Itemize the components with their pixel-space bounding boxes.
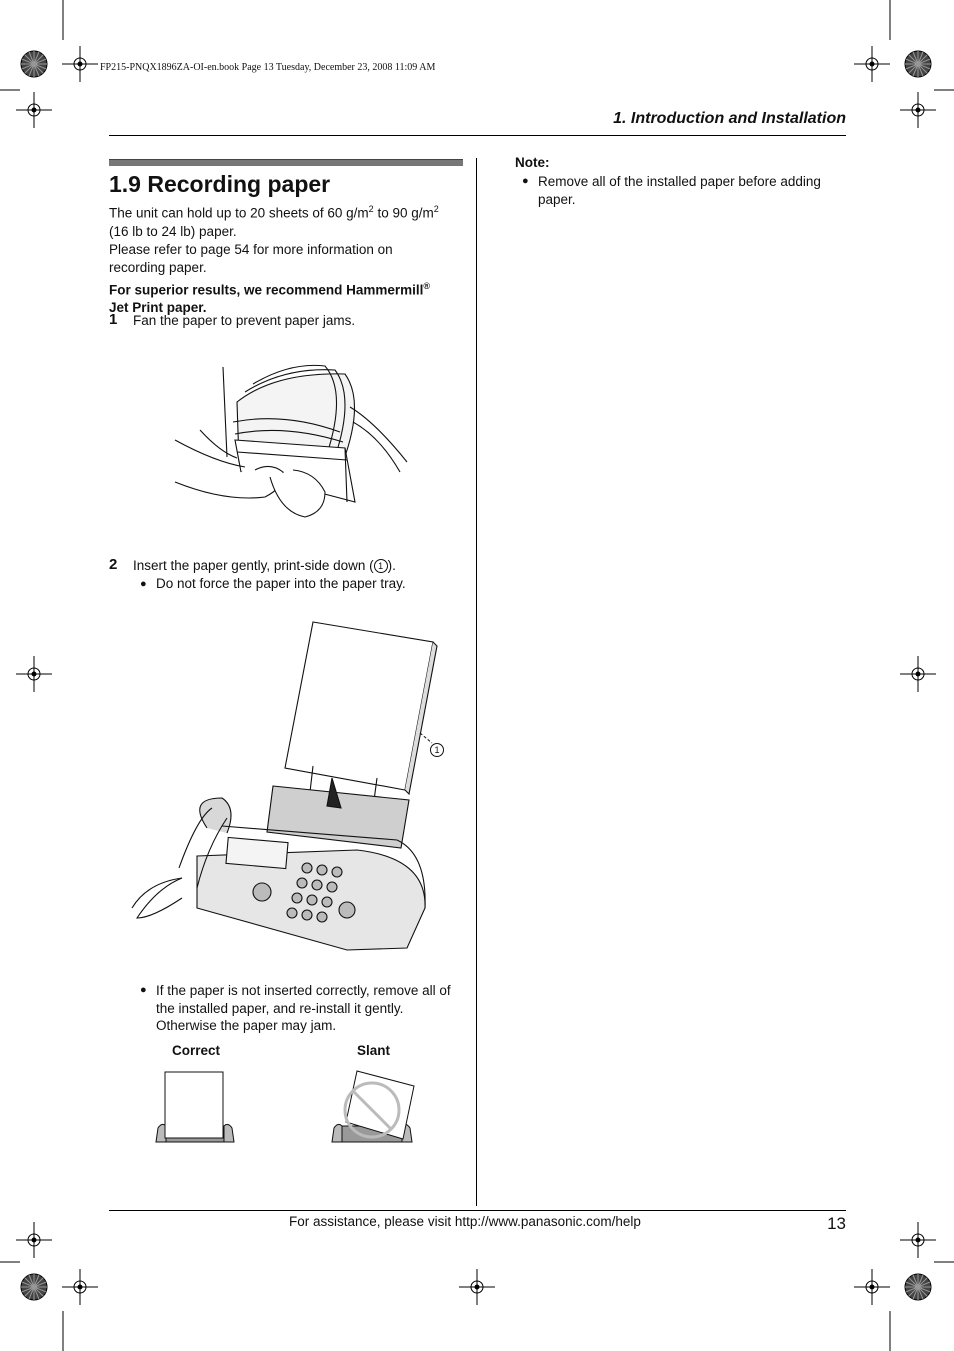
recommendation-line-2: Jet Print paper. [109, 300, 207, 315]
color-wheel-icon [21, 1274, 47, 1300]
section-heading-bar [109, 159, 463, 166]
correct-insertion-diagram [154, 1070, 236, 1144]
registration-mark-icon [62, 46, 98, 82]
registration-mark-icon [900, 1222, 936, 1258]
registration-mark-icon [16, 92, 52, 128]
bullet-icon: ● [522, 175, 529, 187]
registration-mark-icon [900, 656, 936, 692]
intro-line-3: Please refer to page 54 for more information on [109, 241, 393, 257]
bullet-icon: ● [140, 984, 147, 996]
circled-number-1-callout: 1 [430, 743, 444, 757]
fax-machine-illustration [127, 618, 447, 963]
page-number: 13 [827, 1214, 846, 1233]
note-text: Remove all of the installed paper before adding paper. [538, 174, 821, 207]
recommendation-line-1: For superior results, we recommend Hammermill® [109, 280, 430, 297]
bullet-icon: ● [140, 578, 147, 590]
chapter-header: 1. Introduction and Installation [613, 110, 846, 127]
step-1-number: 1 [109, 311, 118, 328]
assistance-text: For assistance, please visit http://www.panasonic.com/help [289, 1214, 641, 1229]
incorrect-insertion-note: If the paper is not inserted correctly, remove all of the installed paper, and re-install it gently. Otherwise the paper may jam. [156, 983, 451, 1033]
footer-rule [109, 1210, 846, 1211]
registration-mark-icon [459, 1269, 495, 1305]
label-correct: Correct [172, 1043, 221, 1058]
registration-mark-icon [16, 656, 52, 692]
registration-mark-icon [854, 46, 890, 82]
intro-paragraph [109, 200, 464, 317]
registration-mark-icon [900, 92, 936, 128]
color-wheel-icon [21, 51, 47, 77]
section-title: 1.9 Recording paper [109, 171, 331, 197]
step-2-text: Insert the paper gently, print-side down ( 1 ). [133, 558, 396, 573]
slant-insertion-diagram [330, 1070, 416, 1144]
header-rule [109, 135, 846, 136]
registration-mark-icon [16, 1222, 52, 1258]
file-info: FP215-PNQX1896ZA-OI-en.book Page 13 Tuesday, December 23, 2008 11:09 AM [100, 62, 436, 73]
step-1-text: Fan the paper to prevent paper jams. [133, 313, 356, 328]
intro-line-2: (16 lb to 24 lb) paper. [109, 223, 237, 239]
label-slant: Slant [357, 1043, 391, 1058]
step-2-number: 2 [109, 556, 118, 573]
color-wheel-icon [905, 1274, 931, 1300]
registration-mark-icon [62, 1269, 98, 1305]
intro-line-4: recording paper. [109, 259, 207, 275]
callout-1 [430, 741, 444, 759]
column-divider [476, 158, 477, 1206]
circled-number-1: 1 [374, 559, 388, 573]
registration-mark-icon [854, 1269, 890, 1305]
intro-line-1: The unit can hold up to 20 sheets of 60 $g/m^2$ to 90 $g/m^2$ [109, 204, 439, 221]
color-wheel-icon [905, 51, 931, 77]
note-title: Note: [515, 155, 550, 170]
fan-paper-illustration [175, 362, 415, 522]
step-2-bullet-text: Do not force the paper into the paper tray. [156, 576, 406, 591]
